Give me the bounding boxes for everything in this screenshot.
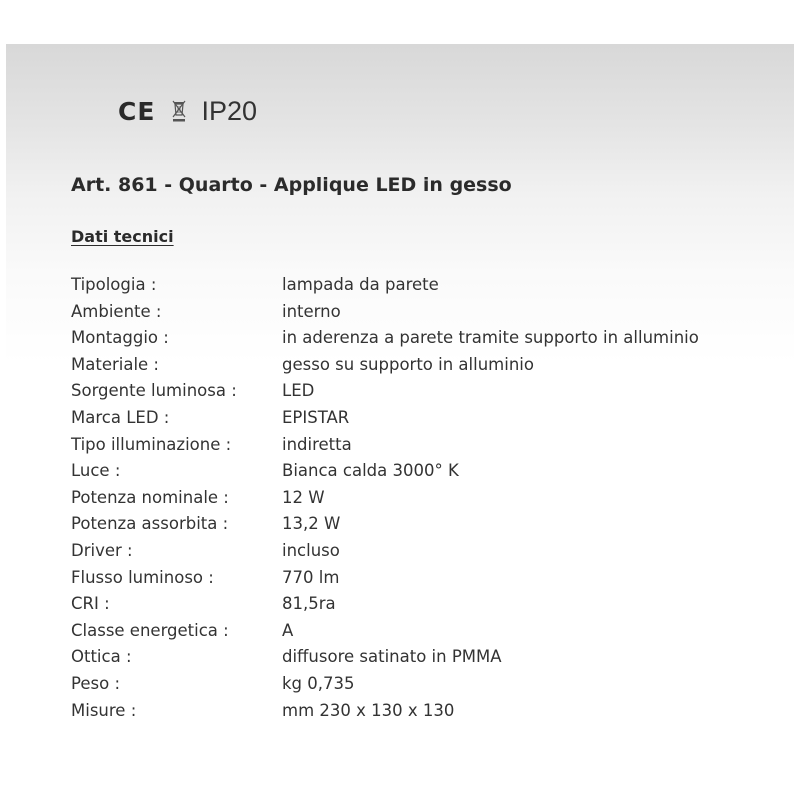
spec-label: Sorgente luminosa : (71, 381, 237, 401)
spec-row (71, 591, 781, 618)
spec-label: Peso : (71, 673, 121, 693)
spec-value: 770 lm (282, 567, 340, 587)
spec-label: Misure : (71, 700, 137, 720)
spec-value: lampada da parete (282, 275, 439, 294)
spec-row (71, 352, 781, 379)
section-heading-technical-data: Dati tecnici (71, 227, 174, 246)
spec-value: diffusore satinato in PMMA (282, 647, 502, 667)
spec-label: Tipo illuminazione : (71, 434, 232, 454)
spec-row (71, 644, 781, 671)
spec-value: interno (282, 301, 341, 321)
spec-value: Bianca calda 3000° K (282, 461, 459, 481)
weee-bin-icon (171, 99, 187, 123)
certification-row (118, 94, 257, 128)
spec-value: LED (282, 381, 315, 401)
spec-value: 81,5ra (282, 594, 336, 614)
spec-label: Driver : (71, 540, 133, 560)
spec-value: indiretta (282, 434, 352, 454)
spec-value: kg 0,735 (282, 673, 355, 693)
spec-label: Luce : (71, 461, 121, 481)
product-title: Art. 861 - Quarto - Applique LED in gesso (71, 174, 512, 196)
ce-mark: CE (118, 96, 156, 126)
spec-value: EPISTAR (282, 407, 350, 427)
spec-value: incluso (282, 540, 340, 560)
spec-row (71, 485, 781, 512)
spec-label: Marca LED : (71, 407, 170, 427)
spec-row (71, 272, 781, 299)
spec-row (71, 538, 781, 565)
spec-label: Tipologia : (71, 275, 157, 294)
spec-label: Montaggio : (71, 328, 169, 348)
spec-row (71, 378, 781, 405)
spec-row (71, 511, 781, 538)
spec-table (71, 272, 781, 724)
spec-label: Flusso luminoso : (71, 567, 214, 587)
spec-row (71, 671, 781, 698)
ip-rating: IP20 (201, 95, 257, 126)
spec-row (71, 432, 781, 459)
spec-label: Ottica : (71, 647, 132, 667)
spec-row (71, 618, 781, 645)
spec-value: in aderenza a parete tramite supporto in alluminio (282, 328, 699, 348)
spec-row (71, 458, 781, 485)
spec-label: Potenza nominale : (71, 487, 229, 507)
spec-label: Classe energetica : (71, 620, 229, 640)
spec-value: gesso su supporto in alluminio (282, 354, 534, 374)
spec-value: 12 W (282, 487, 325, 507)
spec-row (71, 698, 781, 725)
spec-label: Materiale : (71, 354, 159, 374)
spec-value: 13,2 W (282, 514, 341, 534)
spec-value: A (282, 620, 294, 640)
spec-value: mm 230 x 130 x 130 (282, 700, 455, 720)
spec-row (71, 325, 781, 352)
spec-row (71, 565, 781, 592)
spec-label: Ambiente : (71, 301, 162, 321)
spec-row (71, 405, 781, 432)
spec-row (71, 299, 781, 326)
spec-label: Potenza assorbita : (71, 514, 229, 534)
spec-label: CRI : (71, 594, 110, 614)
